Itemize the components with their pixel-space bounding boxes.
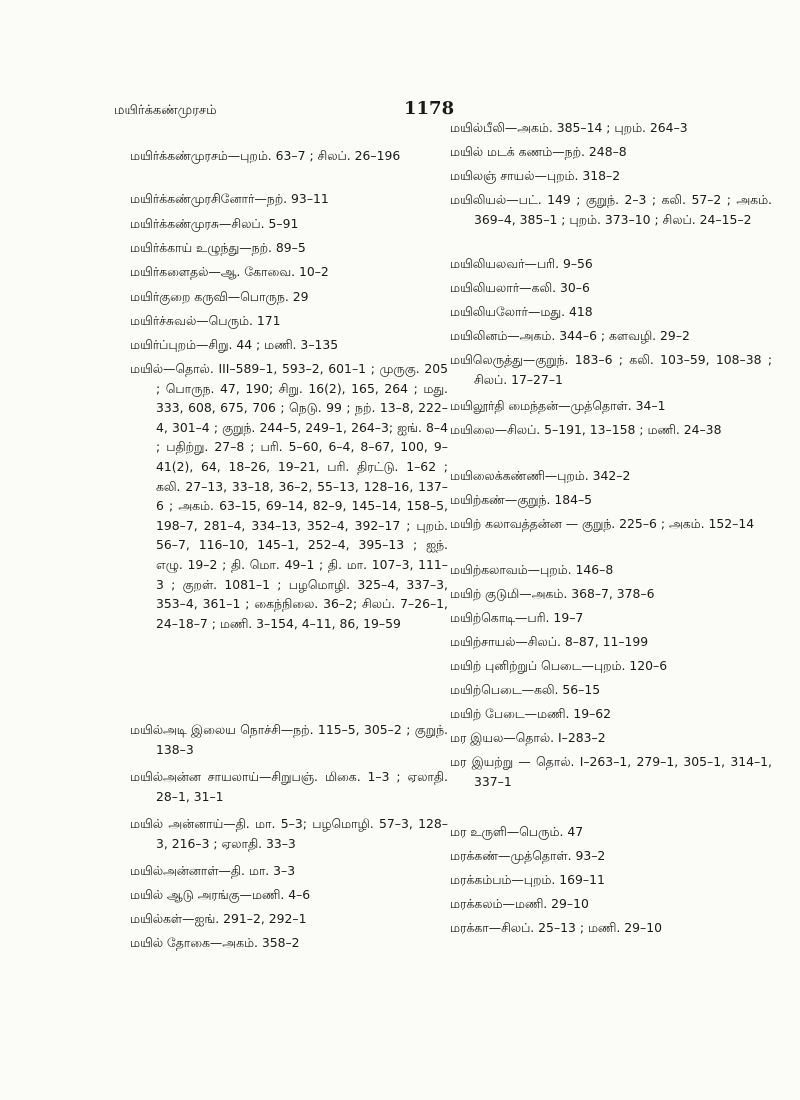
index-entry: மயிலியலவர்—பரி. 9–56 (450, 256, 593, 271)
index-entry: மயிலியலோர்—மது. 418 (450, 304, 593, 319)
index-entry: மயிலினம்—அகம். 344–6 ; களவழி. 29–2 (450, 328, 690, 343)
index-entry: மயிர்க்கண்முரசினோர்—நற். 93–11 (130, 191, 329, 206)
index-entry: மயிர்க்கண்முரசு—சிலப். 5–91 (130, 216, 299, 231)
index-entry: மர இயல—தொல். I–283–2 (450, 730, 606, 745)
index-entry: மயிலெருத்து—குறுந். 183–6 ; கலி. 103–59, 108–38 ; சிலப். 17–27–1 (450, 352, 772, 387)
index-entry: மயிலை—சிலப். 5–191, 13–158 ; மணி. 24–38 (450, 422, 722, 437)
index-entry: மயிர்க்கண்முரசம்—புறம். 63–7 ; சிலப். 26–196 (130, 148, 401, 163)
index-entry: மயில் அன்னாய்—தி. மா. 5–3; பழமொழி. 57–3, 128–3, 216–3 ; ஏலாதி. 33–3 (130, 816, 448, 851)
index-entry: மயிற் குடுமி—அகம். 368–7, 378–6 (450, 586, 655, 601)
index-entry: மயிலியலார்—கலி. 30–6 (450, 280, 590, 295)
index-entry: மயில்அன்னாள்—தி. மா. 3–3 (130, 863, 296, 878)
index-entry: மயில் தோகை—அகம். 358–2 (130, 935, 300, 950)
index-entry: மயிலஞ் சாயல்—புறம். 318–2 (450, 168, 621, 183)
index-entry: மயில்அன்ன சாயலாய்—சிறுபஞ். மிகை. 1–3 ; ஏலாதி. 28–1, 31–1 (130, 769, 448, 804)
index-entry: மயிற் பேடை—மணி. 19–62 (450, 706, 612, 721)
index-entry: மயில்கள்—ஐங். 291–2, 292–1 (130, 911, 307, 926)
index-entry: மயிலைக்கண்ணி—புறம். 342–2 (450, 468, 631, 483)
index-entry: மயிற்கண்—குறுந். 184–5 (450, 492, 593, 507)
index-entry: மர இயற்று — தொல். I–263–1, 279–1, 305–1, 314–1, 337–1 (450, 754, 772, 789)
index-entry: மயிற்கலாவம்—புறம். 146–8 (450, 562, 614, 577)
index-entry: மயில் ஆடு அரங்கு—மணி. 4–6 (130, 887, 311, 902)
index-entry: மயில்பீலி—அகம். 385–14 ; புறம். 264–3 (450, 120, 688, 135)
index-entry: மயிர்களைதல்—ஆ. கோவை. 10–2 (130, 264, 329, 279)
index-entry: மரக்கண்—முத்தொள். 93–2 (450, 848, 606, 863)
index-entry: மயிர்குறை கருவி—பொருந. 29 (130, 289, 309, 304)
index-entry: மயிற்கொடி—பரி. 19–7 (450, 610, 584, 625)
running-head: மயிர்க்கண்முரசம் (114, 103, 217, 118)
index-entry: மயிற் கலாவத்தன்ன — குறுந். 225–6 ; அகம். 152–14 (450, 516, 755, 531)
index-entry: மரக்கா—சிலப். 25–13 ; மணி. 29–10 (450, 920, 662, 935)
index-entry: மயிலியல்—பட். 149 ; குறுந். 2–3 ; கலி. 57–2 ; அகம். 369–4, 385–1 ; புறம். 373–10 ; சிலப். 24–15–2 (450, 192, 772, 227)
index-entry: மயிற் புனிற்றுப் பெடை—புறம். 120–6 (450, 658, 668, 673)
index-entry: மயிர்க்காய் உழுந்து—நற். 89–5 (130, 240, 306, 255)
page-number: 1178 (404, 98, 455, 119)
index-entry: மயிற்சாயல்—சிலப். 8–87, 11–199 (450, 634, 649, 649)
index-entry: மர உருளி—பெரும். 47 (450, 824, 584, 839)
index-entry: மயிர்ப்புறம்—சிறு. 44 ; மணி. 3–135 (130, 337, 339, 352)
index-entry: மயிற்பெடை—கலி. 56–15 (450, 682, 601, 697)
index-entry: மரக்கம்பம்—புறம். 169–11 (450, 872, 605, 887)
index-entry: மயில் மடக் கணம்—நற். 248–8 (450, 144, 627, 159)
index-entry: மரக்கலம்—மணி. 29–10 (450, 896, 589, 911)
index-entry: மயில்அடி இலைய நொச்சி—நற். 115–5, 305–2 ; குறுந். 138–3 (130, 722, 448, 757)
index-entry: மயிலூர்தி மைந்தன்—முத்தொள். 34–1 (450, 398, 666, 413)
index-entry: மயிர்ச்சுவல்—பெரும். 171 (130, 313, 281, 328)
index-entry: மயில்—தொல். III–589–1, 593–2, 601–1 ; முருகு. 205 ; பொருந. 47, 190; சிறு. 16(2), 165, 264 ; மது. 333, 608, 675, 706 ; நெடு. 99 ; நற். 13–8, 222–4, 301–4 ; குறுந். 244–5, 249–1, 264–3; ஐங். 8–4 ; பதிற்று. 27–8 ; பரி. 5–60, 6–4, 8–67, 100, 9–41(2), 64, 18–26, 19–21, பரி. திரட்டு. 1–62 ; கலி. 27–13, 33–18, 36–2, 55–13, 128–16, 137–6 ; அகம். 63–15, 69–14, 82–9, 145–14, 158–5, 198–7, 281–4, 334–13, 352–4, 392–17 ; புறம். 56–7, 116–10, 145–1, 252–4, 395–13 ; ஐந். எழு. 19–2 ; தி. மொ. 49–1 ; தி. மா. 107–3, 111–3 ; குறள். 1081–1 ; பழமொழி. 325–4, 337–3, 353–4, 361–1 ; கைந்நிலை. 36–2; சிலப். 7–26–1, 24–18–7 ; மணி. 3–154, 4–11, 86, 19–59 (130, 361, 448, 631)
